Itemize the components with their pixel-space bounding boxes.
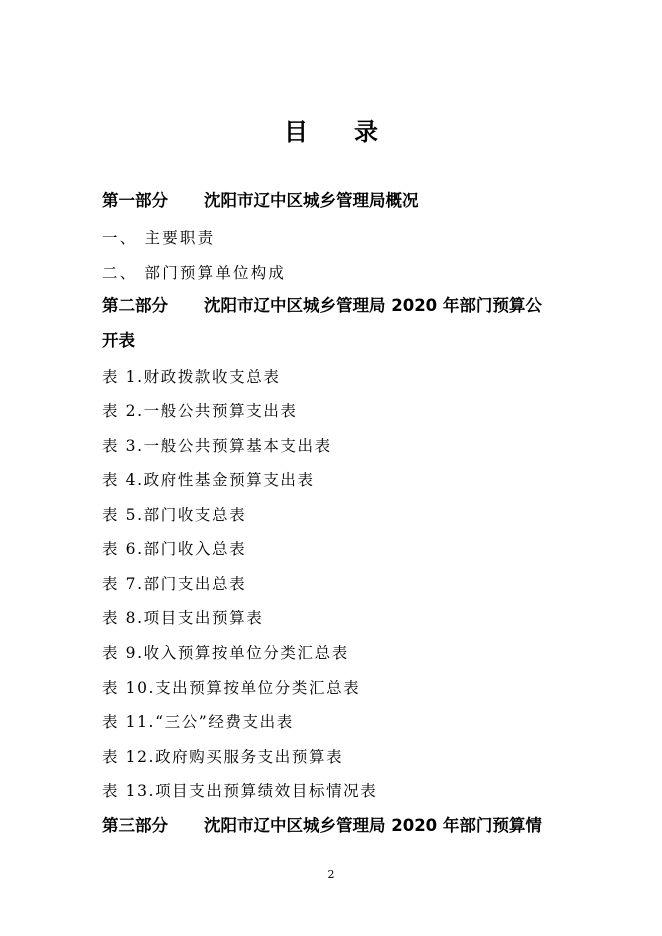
toc-part-1[interactable] <box>102 190 419 212</box>
toc-table-12[interactable]: 表 12.政府购买服务支出预算表 <box>102 748 344 766</box>
toc-table-1[interactable]: 表 1.财政拨款收支总表 <box>102 368 281 386</box>
toc-part-2-title-continued[interactable]: 开表 <box>102 331 135 350</box>
toc-part-2-title: 沈阳市辽中区城乡管理局 2020 年部门预算公 <box>204 296 542 315</box>
toc-part-3-title: 沈阳市辽中区城乡管理局 2020 年部门预算情 <box>204 816 542 835</box>
page-number: 2 <box>327 868 335 881</box>
toc-part-1-title: 沈阳市辽中区城乡管理局概况 <box>204 191 419 210</box>
toc-table-9[interactable]: 表 9.收入预算按单位分类汇总表 <box>102 644 349 662</box>
toc-table-13[interactable]: 表 13.项目支出预算绩效目标情况表 <box>102 782 378 800</box>
toc-part-2[interactable] <box>102 295 542 317</box>
toc-table-7[interactable]: 表 7.部门支出总表 <box>102 575 247 593</box>
toc-part-2-label: 第二部分 <box>102 296 168 315</box>
toc-section-2[interactable]: 二、 部门预算单位构成 <box>102 264 287 282</box>
toc-table-2[interactable]: 表 2.一般公共预算支出表 <box>102 402 298 420</box>
toc-part-3[interactable] <box>102 815 542 837</box>
toc-table-6[interactable]: 表 6.部门收入总表 <box>102 540 247 558</box>
page-title <box>0 112 662 152</box>
toc-table-8[interactable]: 表 8.项目支出预算表 <box>102 609 264 627</box>
toc-table-4[interactable]: 表 4.政府性基金预算支出表 <box>102 471 315 489</box>
toc-part-3-label: 第三部分 <box>102 816 168 835</box>
toc-table-3[interactable]: 表 3.一般公共预算基本支出表 <box>102 437 332 455</box>
toc-table-11[interactable]: 表 11.“三公”经费支出表 <box>102 713 294 731</box>
toc-section-1[interactable]: 一、 主要职责 <box>102 229 216 247</box>
toc-table-5[interactable]: 表 5.部门收支总表 <box>102 506 247 524</box>
title-char-lu: 录 <box>354 117 378 146</box>
toc-table-10[interactable]: 表 10.支出预算按单位分类汇总表 <box>102 679 361 697</box>
toc-part-1-label: 第一部分 <box>102 191 168 210</box>
title-char-mu: 目 <box>284 117 308 146</box>
